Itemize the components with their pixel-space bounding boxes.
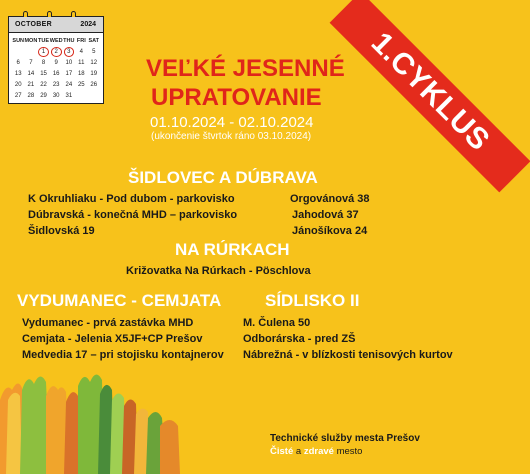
calendar-day: 20: [14, 82, 22, 88]
calendar-day: 4: [79, 49, 83, 55]
calendar-day: 16: [52, 71, 60, 77]
location-item: Vydumanec - prvá zastávka MHD: [22, 317, 194, 329]
calendar-day: 5: [92, 49, 96, 55]
location-item: Križovatka Na Rúrkach - Pöschlova: [126, 265, 311, 277]
calendar-day: [12, 47, 24, 57]
calendar-day: 27: [14, 93, 22, 99]
date-note: (ukončenie štvrtok ráno 03.10.2024): [151, 131, 312, 142]
location-item: Jahodová 37: [292, 209, 359, 221]
location-item: Cemjata - Jelenia X5JF+CP Prešov: [22, 333, 203, 345]
slogan-part: zdravé: [303, 446, 334, 457]
paint-strokes-decoration: [0, 360, 200, 474]
calendar-month: OCTOBER: [15, 21, 52, 28]
calendar-weekday: FRI: [76, 38, 86, 44]
location-item: Dúbravská - konečná MHD – parkovisko: [28, 209, 238, 221]
location-item: Šidlovská 19: [28, 225, 95, 237]
organization-name: Technické služby mesta Prešov: [270, 433, 420, 444]
calendar-day: 25: [77, 82, 85, 88]
slogan-part: Čisté: [270, 446, 294, 457]
calendar-day: 13: [14, 71, 22, 77]
date-range: 01.10.2024 - 02.10.2024: [150, 114, 314, 131]
section-heading-sidlisko: SÍDLISKO II: [265, 291, 360, 310]
calendar-day: 21: [27, 82, 35, 88]
calendar-weekday: SUN: [12, 38, 25, 44]
calendar-day: 17: [65, 71, 73, 77]
calendar-day: 6: [16, 60, 20, 66]
calendar-day: 8: [41, 60, 46, 66]
calendar-day: 11: [78, 60, 85, 66]
calendar-header: [9, 17, 103, 33]
section-heading-vydumanec: VYDUMANEC - CEMJATA: [17, 291, 222, 310]
calendar-day: 2: [50, 47, 63, 57]
slogan: [270, 446, 362, 457]
calendar-day: 30: [52, 93, 60, 99]
location-item: Orgovánová 38: [290, 193, 370, 205]
slogan-part: mesto: [336, 446, 363, 457]
calendar-day: 18: [77, 71, 85, 77]
page-title-line1: VEĽKÉ JESENNÉ: [146, 55, 345, 82]
calendar-day: 14: [27, 71, 35, 77]
calendar-grid: [12, 36, 100, 101]
calendar-weekday: MON: [24, 38, 38, 44]
calendar-day: 3: [63, 47, 75, 57]
calendar-day: 22: [40, 82, 47, 88]
slogan-part: a: [295, 446, 302, 457]
calendar-day: [24, 47, 37, 57]
calendar-day: 29: [40, 93, 47, 99]
calendar-day: 28: [27, 93, 35, 99]
calendar-day: [88, 91, 100, 101]
section-heading-sidlovec: ŠIDLOVEC A DÚBRAVA: [128, 168, 318, 187]
calendar-day: 24: [65, 82, 73, 88]
calendar-day: [75, 91, 87, 101]
location-item: M. Čulena 50: [243, 317, 311, 329]
location-item: Jánošíkova 24: [292, 225, 368, 237]
calendar-weekday: THU: [63, 38, 75, 44]
calendar-year: 2024: [80, 21, 96, 28]
calendar-day: 19: [90, 71, 98, 77]
calendar-day: 26: [90, 82, 98, 88]
location-item: Medvedia 17 – pri stojisku kontajnerov: [22, 349, 224, 361]
calendar-day: 1: [37, 47, 49, 57]
calendar-weekday: WED: [49, 38, 63, 44]
calendar-day: 10: [65, 60, 73, 66]
location-item: Nábrežná - v blízkosti tenisových kurtov: [243, 349, 453, 361]
section-heading-rurky: NA RÚRKACH: [175, 240, 290, 259]
calendar-day: 9: [54, 60, 58, 66]
calendar-weekday: TUE: [38, 38, 50, 44]
calendar-day: 31: [65, 93, 73, 99]
calendar-weekday: SAT: [88, 38, 100, 44]
location-item: K Okruhliaku - Pod dubom - parkovisko: [28, 193, 235, 205]
location-item: Odborárska - pred ZŠ: [243, 333, 356, 345]
calendar-day: 7: [29, 60, 33, 66]
calendar-day: 15: [40, 71, 47, 77]
cycle-ribbon: 1.CYKLUS: [330, 0, 530, 192]
calendar-day: 23: [52, 82, 60, 88]
calendar-day: 12: [90, 60, 98, 66]
page-title-line2: UPRATOVANIE: [151, 84, 322, 111]
calendar-icon: [8, 16, 104, 104]
